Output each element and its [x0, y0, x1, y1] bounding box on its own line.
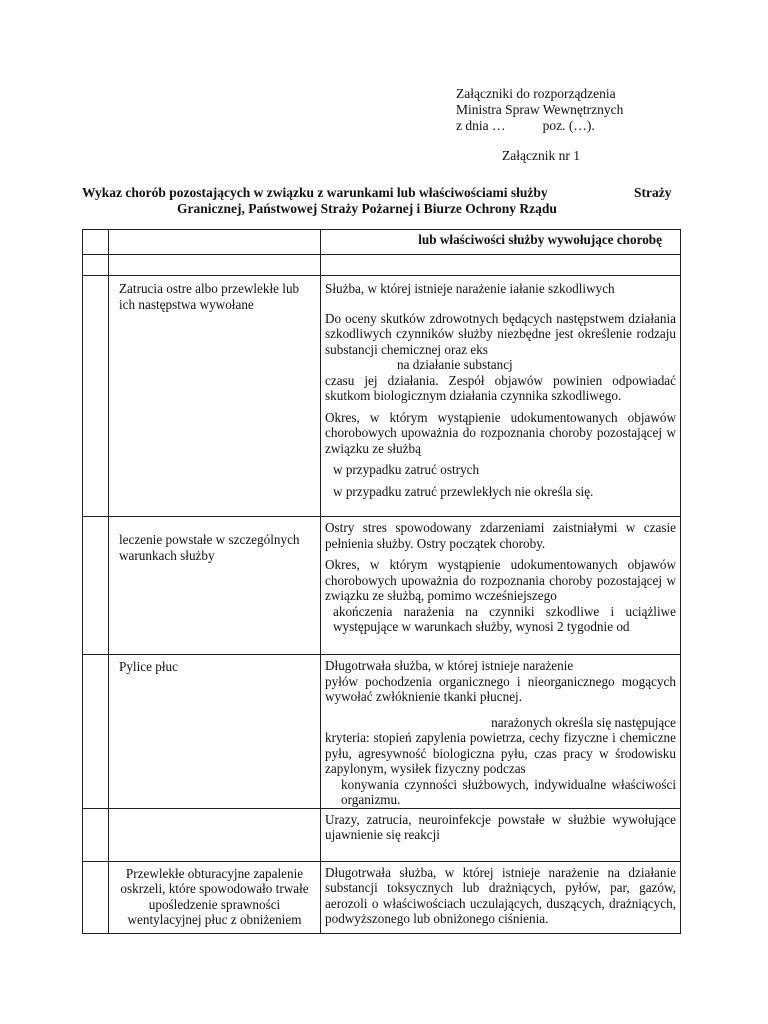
title-line-2: Granicznej, Państwowej Straży Pożarnej i Biurze Ochrony Rządu: [177, 201, 557, 216]
condition-text: na działanie substancj: [397, 357, 513, 372]
table-spacer-row: [83, 255, 681, 276]
table-row: [83, 655, 681, 809]
table-header-row: [83, 230, 681, 255]
table-row: [83, 276, 681, 517]
condition-text: konywania czynności służbowych, indywidualne właściwości organizmu.: [341, 776, 676, 807]
table-row: [83, 517, 681, 655]
condition-text: Okres, w którym wystąpienie udokumentowanych objawów chorobowych upoważnia do rozpoznania choroby pozostającej w związku ze służbą, pomimo wcześniejszego: [325, 557, 676, 603]
condition-text: pyłów pochodzenia organicznego i nieorganicznego mogących wywołać zwłóknienie tkanki płucnej.: [325, 673, 676, 704]
disease-name: Przewlekłe obturacyjne zapalenie oskrzeli, które spowodowało trwałe upośledzenie sprawności wentylacyjnej płuc z obniżeniem: [120, 865, 309, 927]
condition-text: Ostry stres spowodowany zdarzeniami zaistniałymi w czasie pełnienia służby. Ostry początek choroby.: [325, 520, 676, 551]
annex-label: Załącznik nr 1: [502, 148, 580, 163]
header-line-2: Ministra Spraw Wewnętrznych: [456, 102, 624, 117]
header-line-3: z dnia … poz. (…).: [456, 118, 595, 133]
condition-text: Długotrwała służba, w której istnieje narażenie: [325, 658, 574, 673]
condition-text: Służba, w której istnieje narażenie iałanie szkodliwych: [325, 281, 615, 296]
title-line-1: Wykaz chorób pozostających w związku z warunkami lub właściwościami służby: [82, 185, 548, 200]
condition-text: Urazy, zatrucia, neuroinfekcje powstałe w służbie wywołujące ujawnienie się reakcji: [325, 811, 676, 842]
condition-text: kryteria: stopień zapylenia powietrza, cechy fizyczne i chemiczne pyłu, agresywność biologiczna pyłu, czas pracy w środowisku zapylonym, wysiłek fizyczny podczas: [325, 730, 676, 776]
table-row: [83, 808, 681, 861]
title-line-1-tail: Straży: [634, 185, 672, 200]
condition-text: w przypadku zatruć przewlekłych nie określa się.: [333, 483, 594, 499]
condition-text: Okres, w którym wystąpienie udokumentowanych objawów chorobowych upoważnia do rozpoznania choroby pozostającej w związku ze służbą: [325, 409, 676, 456]
condition-text: Długotrwała służba, w której istnieje narażenie na działanie substancji toksycznych lub drażniących, pyłów, par, gazów, aerozoli o właściwościach uczulających, duszących, drażniących, podwyższonego lub obniżonego ciśnienia.: [325, 864, 676, 926]
condition-text: narażonych określa się następujące: [491, 714, 676, 730]
disease-name: Pylice płuc: [119, 659, 178, 674]
header-conditions: lub właściwości służby wywołujące chorobę: [418, 232, 662, 247]
disease-table: [82, 229, 681, 934]
disease-name: leczenie powstałe w szczególnych warunkach służby: [119, 532, 300, 563]
header-line-1: Załączniki do rozporządzenia: [456, 86, 616, 101]
table-row: [83, 861, 681, 933]
condition-text: akończenia narażenia na czynniki szkodliwe i uciążliwe występujące w warunkach służby, wynosi 2 tygodnie od: [333, 603, 676, 634]
condition-text: w przypadku zatruć ostrych: [333, 462, 480, 477]
annex-header: [456, 86, 623, 134]
condition-text: czasu jej działania. Zespół objawów powinien odpowiadać skutkom biologicznym działania czynnika szkodliwego.: [325, 372, 676, 403]
condition-text: Do oceny skutków zdrowotnych będących następstwem działania szkodliwych czynników służby niezbędne jest określenie rodzaju substancji chemicznej oraz eks: [325, 310, 676, 357]
disease-name: Zatrucia ostre albo przewlekłe lub ich następstwa wywołane: [119, 281, 300, 312]
